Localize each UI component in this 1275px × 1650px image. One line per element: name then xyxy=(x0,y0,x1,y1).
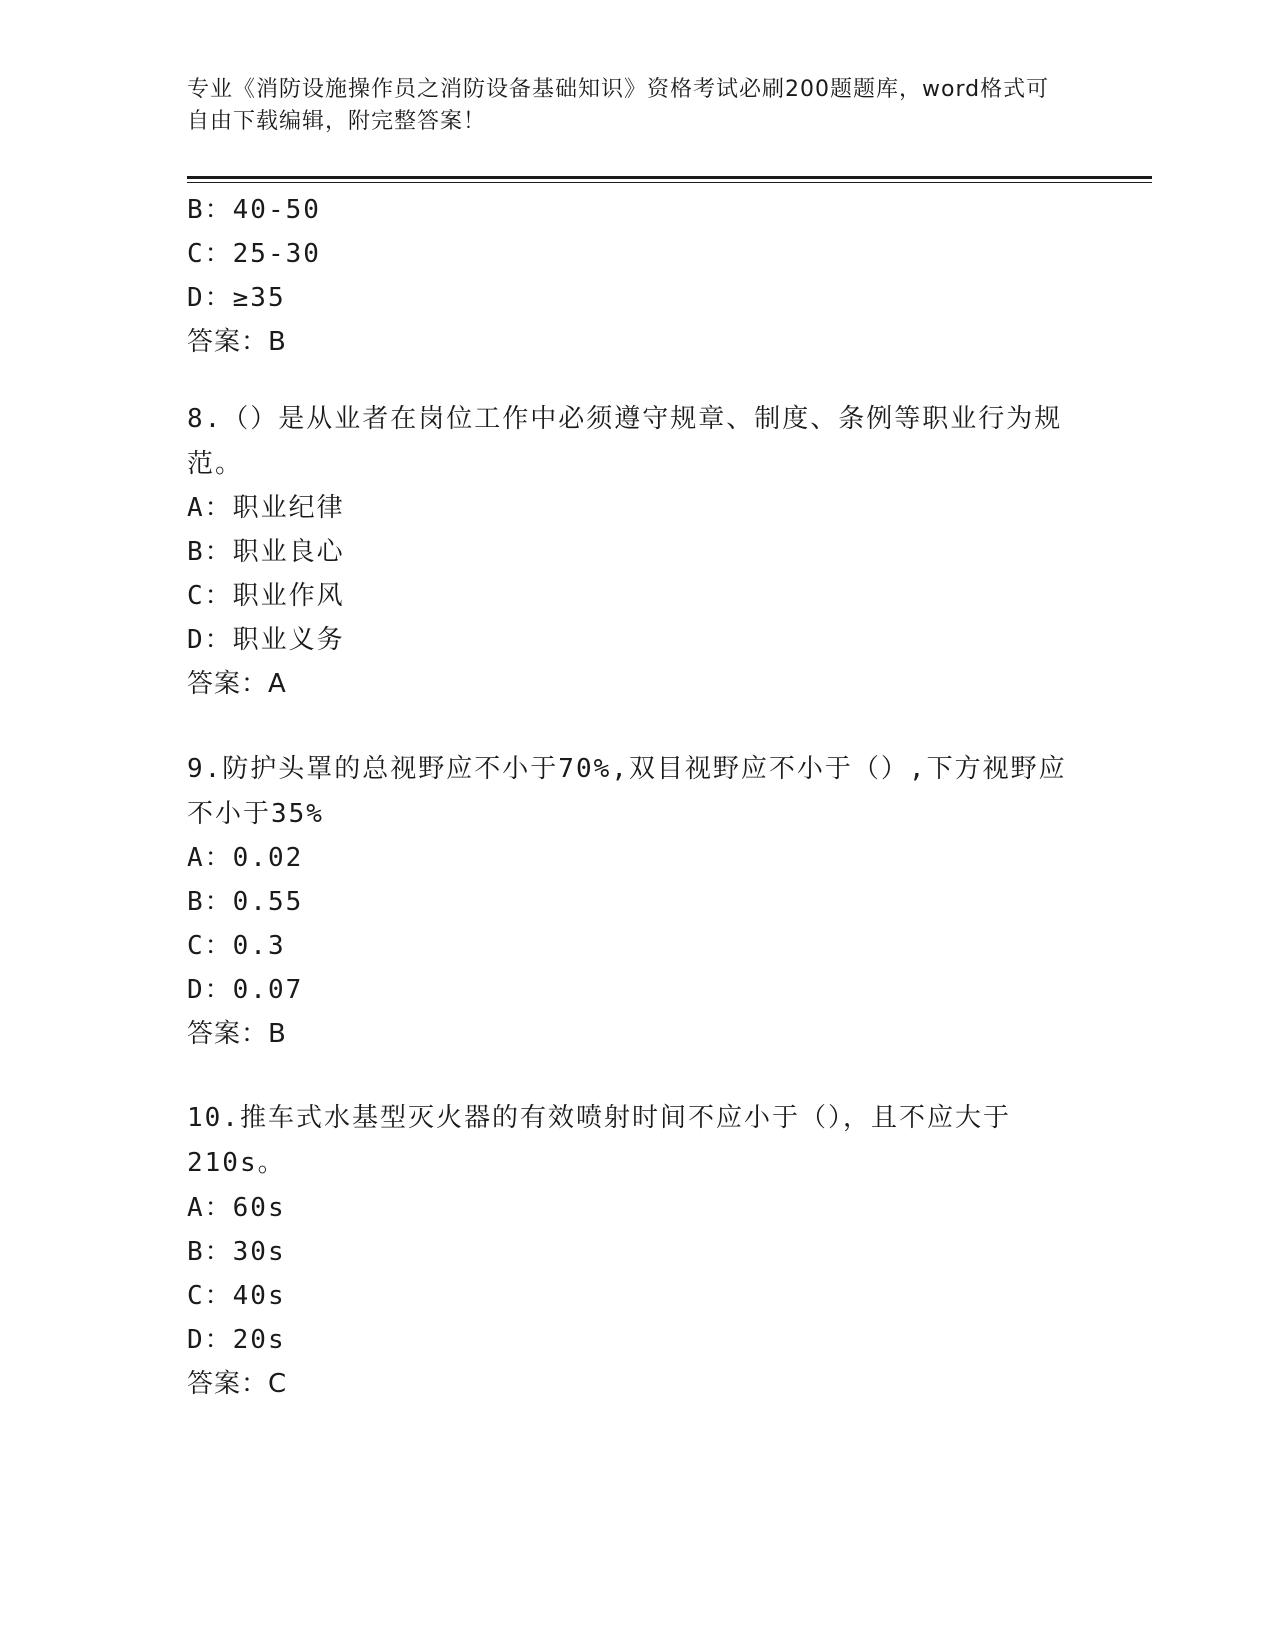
answer: 答案：B xyxy=(187,1019,287,1049)
option-c: C：职业作风 xyxy=(187,581,345,611)
header-divider-thick xyxy=(187,176,1152,179)
document-header: 专业《消防设施操作员之消防设备基础知识》资格考试必刷200题题库，word格式可自由下载编辑，附完整答案！ xyxy=(187,77,1050,134)
option-b: B：0.55 xyxy=(187,887,304,917)
option-a: A：60s xyxy=(187,1193,286,1223)
option-c: C：0.3 xyxy=(187,931,286,961)
question-stem: 10.推车式水基型灭火器的有效喷射时间不应小于（），且不应大于210s。 xyxy=(187,1103,1011,1178)
header-divider-thin xyxy=(187,182,1152,183)
option-b: B：30s xyxy=(187,1237,286,1267)
answer: 答案：B xyxy=(187,327,287,357)
answer: 答案：C xyxy=(187,1369,288,1399)
option-b: B：40-50 xyxy=(187,195,321,225)
option-b: B：职业良心 xyxy=(187,537,345,567)
option-d: D：职业义务 xyxy=(187,625,345,655)
option-d: D：0.07 xyxy=(187,975,304,1005)
answer: 答案：A xyxy=(187,669,287,699)
question-stem: 8.（）是从业者在岗位工作中必须遵守规章、制度、条例等职业行为规范。 xyxy=(187,404,1063,479)
option-a: A：0.02 xyxy=(187,843,304,873)
option-c: C：25-30 xyxy=(187,239,321,269)
option-d: D：≥35 xyxy=(187,283,286,313)
option-c: C：40s xyxy=(187,1281,286,1311)
option-d: D：20s xyxy=(187,1325,286,1355)
option-a: A：职业纪律 xyxy=(187,493,345,523)
question-stem: 9.防护头罩的总视野应不小于70%,双目视野应不小于（）,下方视野应不小于35% xyxy=(187,754,1067,829)
